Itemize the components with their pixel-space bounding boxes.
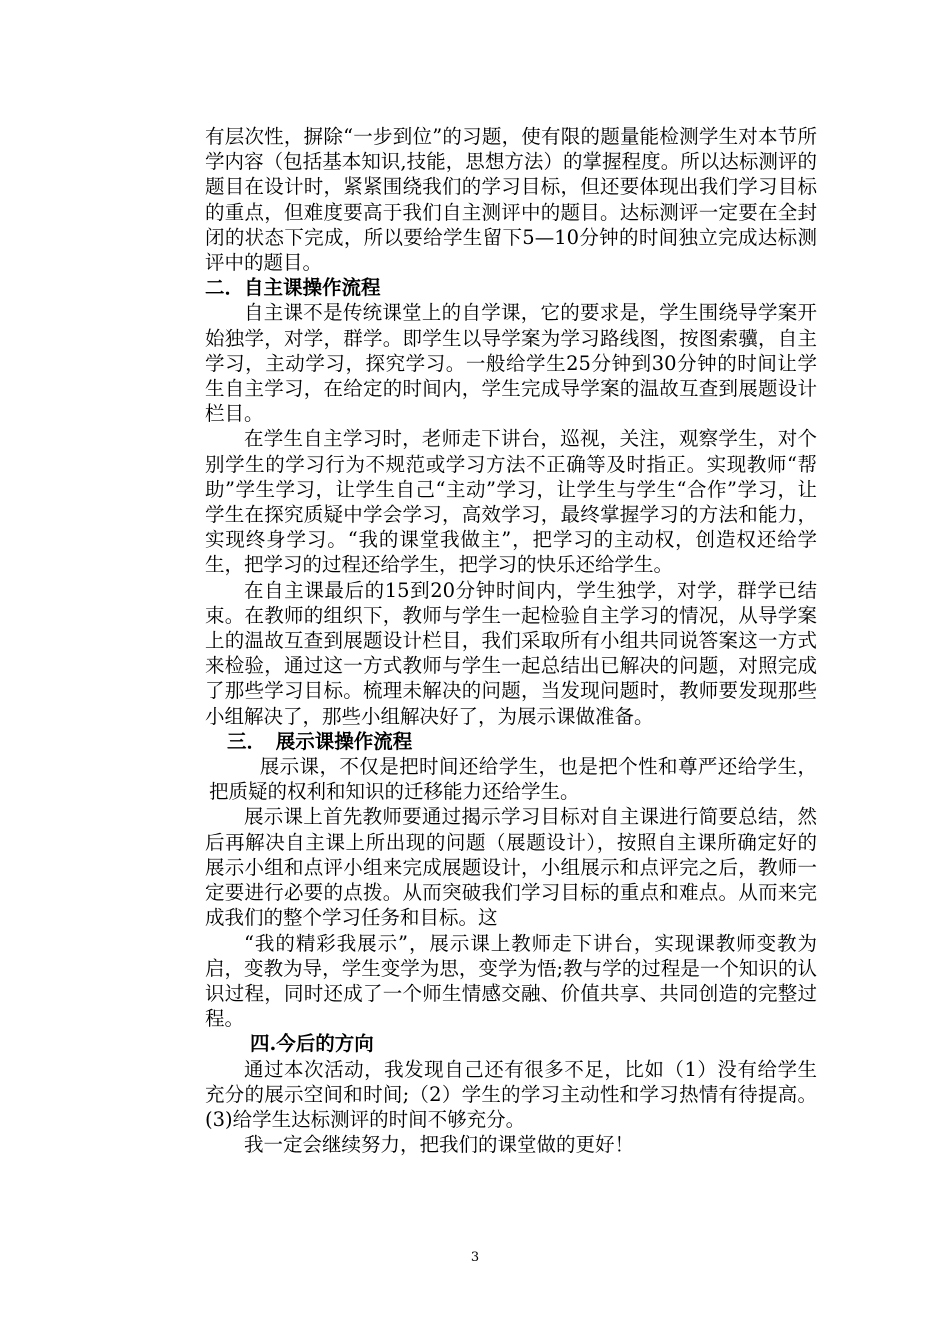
paragraph-3-3: “我的精彩我展示”，展示课上教师走下讲台，实现课教师变教为启，变教为导，学生变学为思，变学为悟;教与学的过程是一个知识的认识过程，同时还成了一个师生情感交融、价值共享、共同创造的完整过程。 xyxy=(205,931,817,1031)
section-heading-3: 三． 展示课操作流程 xyxy=(227,729,413,753)
paragraph-2-2: 在学生自主学习时，老师走下讲台，巡视，关注，观察学生，对个别学生的学习行为不规范或学习方法不正确等及时指正。实现教师“帮助”学生学习，让学生自己“主动”学习，让学生与学生“合作”学习，让学生在探究质疑中学会学习，高效学习，最终掌握学习的方法和能力，实现终身学习。“我的课堂我做主”，把学习的主动权，创造权还给学生，把学习的过程还给学生，把学习的快乐还给学生。 xyxy=(205,427,817,577)
section-heading-2: 二．自主课操作流程 xyxy=(205,276,381,300)
page-number: 3 xyxy=(470,1250,480,1265)
section-heading-4: 四.今后的方向 xyxy=(250,1032,374,1056)
paragraph-2-1: 自主课不是传统课堂上的自学课，它的要求是，学生围绕导学案开始独学，对学，群学。即学生以导学案为学习路线图，按图索骥，自主学习，主动学习，探究学习。一般给学生25分钟到30分钟的时间让学生自主学习，在给定的时间内，学生完成导学案的温故互查到展题设计栏目。 xyxy=(205,301,817,426)
document-body xyxy=(205,124,817,1157)
paragraph-3-1: 展示课，不仅是把时间还给学生，也是把个性和尊严还给学生，把质疑的权利和知识的迁移能力还给学生。 xyxy=(209,755,817,804)
paragraph-2-3: 在自主课最后的15到20分钟时间内，学生独学，对学，群学已结束。在教师的组织下，教师与学生一起检验自主学习的情况，从导学案上的温故互查到展题设计栏目，我们采取所有小组共同说答案这一方式来检验，通过这一方式教师与学生一起总结出已解决的问题，对照完成了那些学习目标。梳理未解决的问题，当发现问题时，教师要发现那些小组解决了，那些小组解决好了，为展示课做准备。 xyxy=(205,578,817,728)
paragraph-intro: 有层次性，摒除“一步到位”的习题，使有限的题量能检测学生对本节所学内容（包括基本知识,技能，思想方法）的掌握程度。所以达标测评的题目在设计时，紧紧围绕我们的学习目标，但还要体现出我们学习目标的重点，但难度要高于我们自主测评中的题目。达标测评一定要在全封闭的状态下完成，所以要给学生留下5—10分钟的时间独立完成达标测评中的题目。 xyxy=(205,125,817,275)
paragraph-4-2: 我一定会继续努力，把我们的课堂做的更好！ xyxy=(244,1133,635,1157)
paragraph-4-1: 通过本次活动，我发现自己还有很多不足，比如（1）没有给学生充分的展示空间和时间;（2）学生的学习主动性和学习热情有待提高。(3)给学生达标测评的时间不够充分。 xyxy=(205,1057,817,1131)
paragraph-3-2: 展示课上首先教师要通过揭示学习目标对自主课进行简要总结，然后再解决自主课上所出现的问题（展题设计），按照自主课所确定好的展示小组和点评小组来完成展题设计，小组展示和点评完之后，教师一定要进行必要的点拨。从而突破我们学习目标的重点和难点。从而来完成我们的整个学习任务和目标。这 xyxy=(205,805,817,930)
